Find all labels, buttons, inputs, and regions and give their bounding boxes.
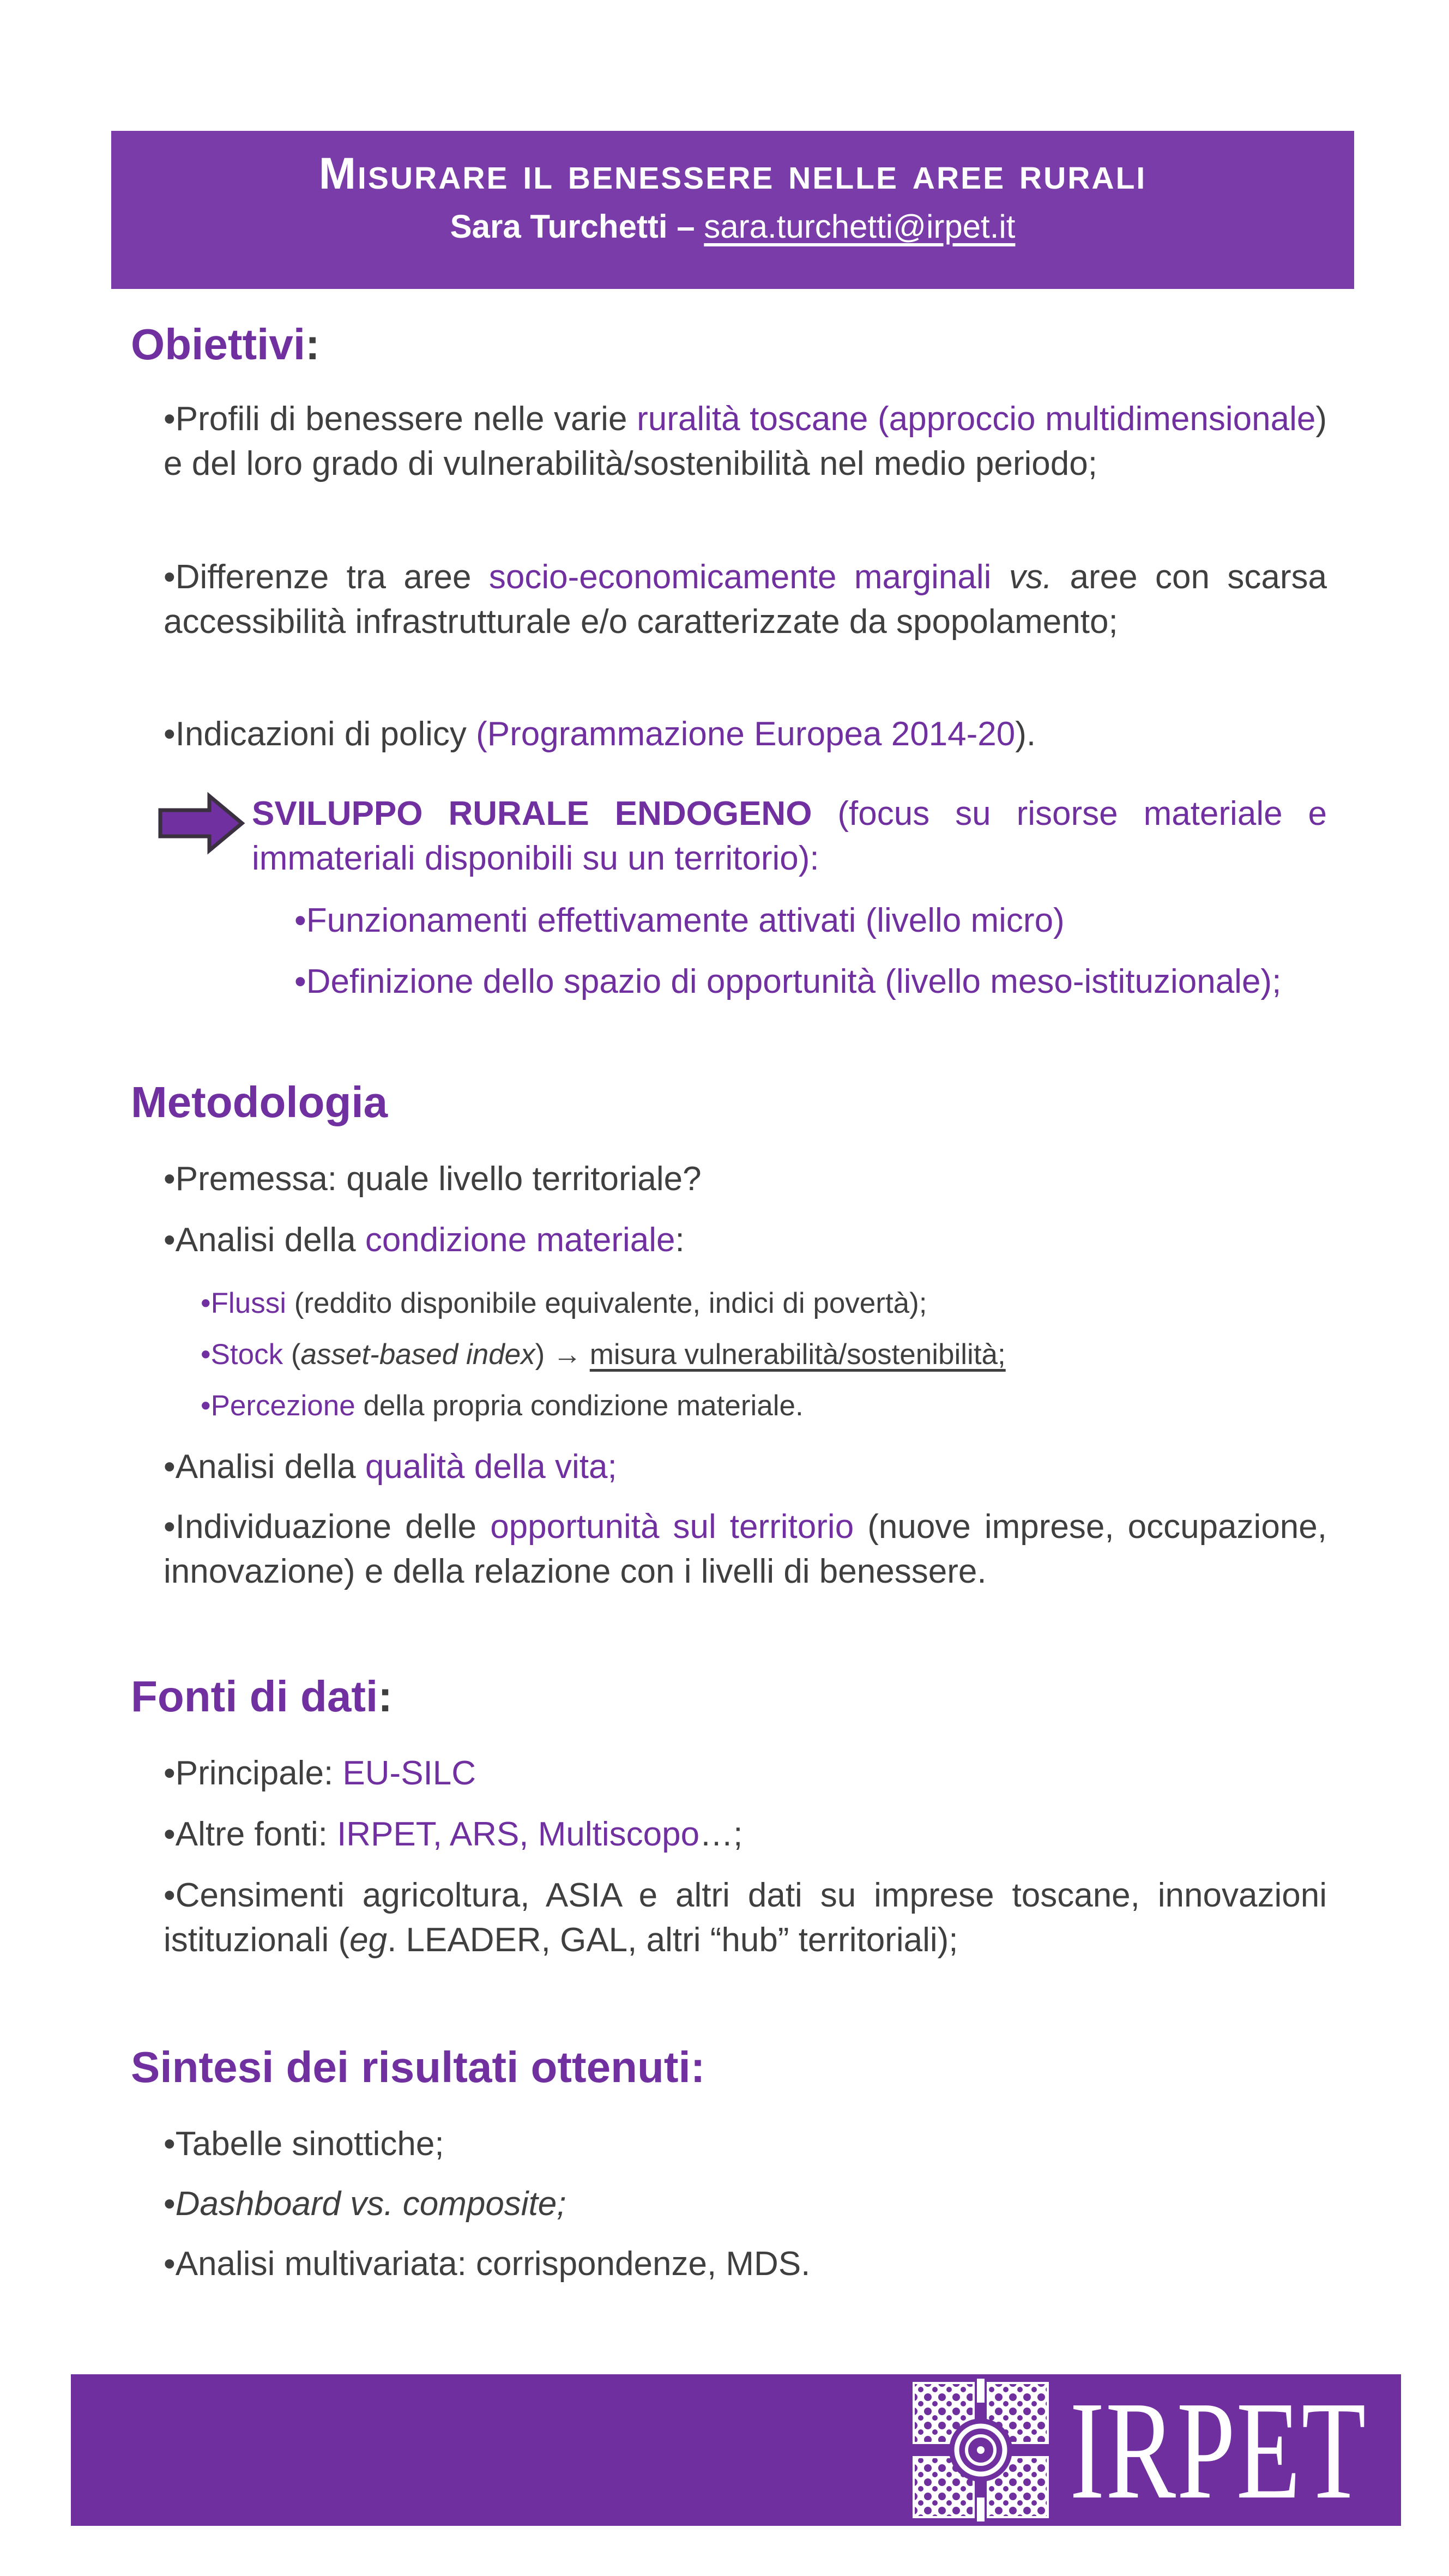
bullet-marker: •: [164, 715, 176, 753]
heading-colon: :: [378, 1672, 393, 1721]
footer-banner: [71, 2374, 1401, 2526]
bullet-marker: •: [201, 1390, 211, 1422]
heading-colon: :: [305, 320, 320, 369]
author-line: [111, 207, 1354, 246]
subbullet-flussi: •Flussi (reddito disponibile equivalente, indici di povertà);: [201, 1287, 927, 1319]
section-heading-sintesi: [131, 2043, 705, 2091]
bullet-tabelle: •Tabelle sinottiche;: [164, 2125, 444, 2163]
page-title: Misurare il benessere nelle aree rurali: [318, 149, 1147, 198]
bullet-marker: •: [164, 558, 176, 596]
bullet-profili: •Profili di benessere nelle varie ruralità toscane (approccio multidimensionale) e del loro grado di vulnerabilità/sostenibilità nel medio periodo;: [164, 400, 1327, 482]
subbullet-definizione: •Definizione dello spazio di opportunità (livello meso-istituzionale);: [294, 963, 1282, 1000]
bullet-marker: •: [164, 1877, 176, 1914]
heading-text: Obiettivi: [131, 320, 306, 369]
bullet-censimenti: •Censimenti agricoltura, ASIA e altri dati su imprese toscane, innovazioni istituzionali (eg. LEADER, GAL, altri “hub” territoriali);: [164, 1877, 1327, 1959]
bullet-marker: •: [164, 2245, 176, 2283]
bullet-analisi-multivariata: •Analisi multivariata: corrispondenze, MDS.: [164, 2245, 811, 2283]
bullet-individuazione: •Individuazione delle opportunità sul territorio (nuove imprese, occupazione, innovazione) e della relazione con i livelli di benessere.: [164, 1508, 1327, 1590]
bullet-dashboard: •Dashboard vs. composite;: [164, 2185, 566, 2223]
section-heading-obiettivi: [131, 321, 320, 369]
section-heading-metodologia: [131, 1078, 388, 1126]
bullet-condizione-materiale: •Analisi della condizione materiale:: [164, 1221, 685, 1259]
bullet-premessa: •Premessa: quale livello territoriale?: [164, 1160, 702, 1198]
subbullet-percezione: •Percezione della propria condizione materiale.: [201, 1390, 804, 1422]
bullet-marker: •: [164, 400, 176, 438]
header-banner: [111, 131, 1354, 289]
bullet-marker: •: [164, 2125, 176, 2163]
bullet-marker: •: [164, 1221, 176, 1259]
subbullet-stock: •Stock (asset-based index) → misura vulnerabilità/sostenibilità;: [201, 1338, 1006, 1371]
bullet-marker: •: [164, 1508, 176, 1546]
bullet-marker: •: [164, 1815, 176, 1853]
bullet-marker: •: [164, 2185, 176, 2223]
bullet-marker: •: [201, 1287, 211, 1319]
heading-text: Fonti di dati: [131, 1672, 378, 1721]
bullet-marker: •: [164, 1448, 176, 1486]
heading-text: Metodologia: [131, 1078, 388, 1126]
section-heading-fonti: [131, 1673, 393, 1721]
email-link[interactable]: sara.turchetti@irpet.it: [704, 208, 1016, 245]
bullet-marker: •: [201, 1338, 211, 1371]
bullet-marker: •: [294, 902, 306, 939]
bullet-altre-fonti: •Altre fonti: IRPET, ARS, Multiscopo…;: [164, 1815, 743, 1853]
bullet-marker: •: [164, 1754, 176, 1792]
bullet-qualita-vita: •Analisi della qualità della vita;: [164, 1448, 617, 1486]
author-name: Sara Turchetti –: [450, 208, 704, 245]
bullet-differenze: •Differenze tra aree socio-economicamente marginali vs. aree con scarsa accessibilità infrastrutturale e/o caratterizzate da spopolamento;: [164, 558, 1327, 641]
sviluppo-rurale-endogeno: SVILUPPO RURALE ENDOGENO (focus su risorse materiale e immateriali disponibili su un territorio):: [252, 795, 1327, 877]
bullet-marker: •: [164, 1160, 176, 1198]
irpet-ornament-icon: [909, 2379, 1052, 2521]
block-right-arrow-icon: [157, 792, 245, 855]
heading-text: Sintesi dei risultati ottenuti:: [131, 2043, 705, 2091]
subbullet-funzionamenti: •Funzionamenti effettivamente attivati (livello micro): [294, 902, 1065, 939]
bullet-principale: •Principale: EU-SILC: [164, 1754, 476, 1792]
bullet-indicazioni: •Indicazioni di policy (Programmazione Europea 2014-20).: [164, 715, 1036, 753]
bullet-marker: •: [294, 963, 306, 1000]
irpet-logo-text: IRPET: [1070, 2372, 1367, 2528]
